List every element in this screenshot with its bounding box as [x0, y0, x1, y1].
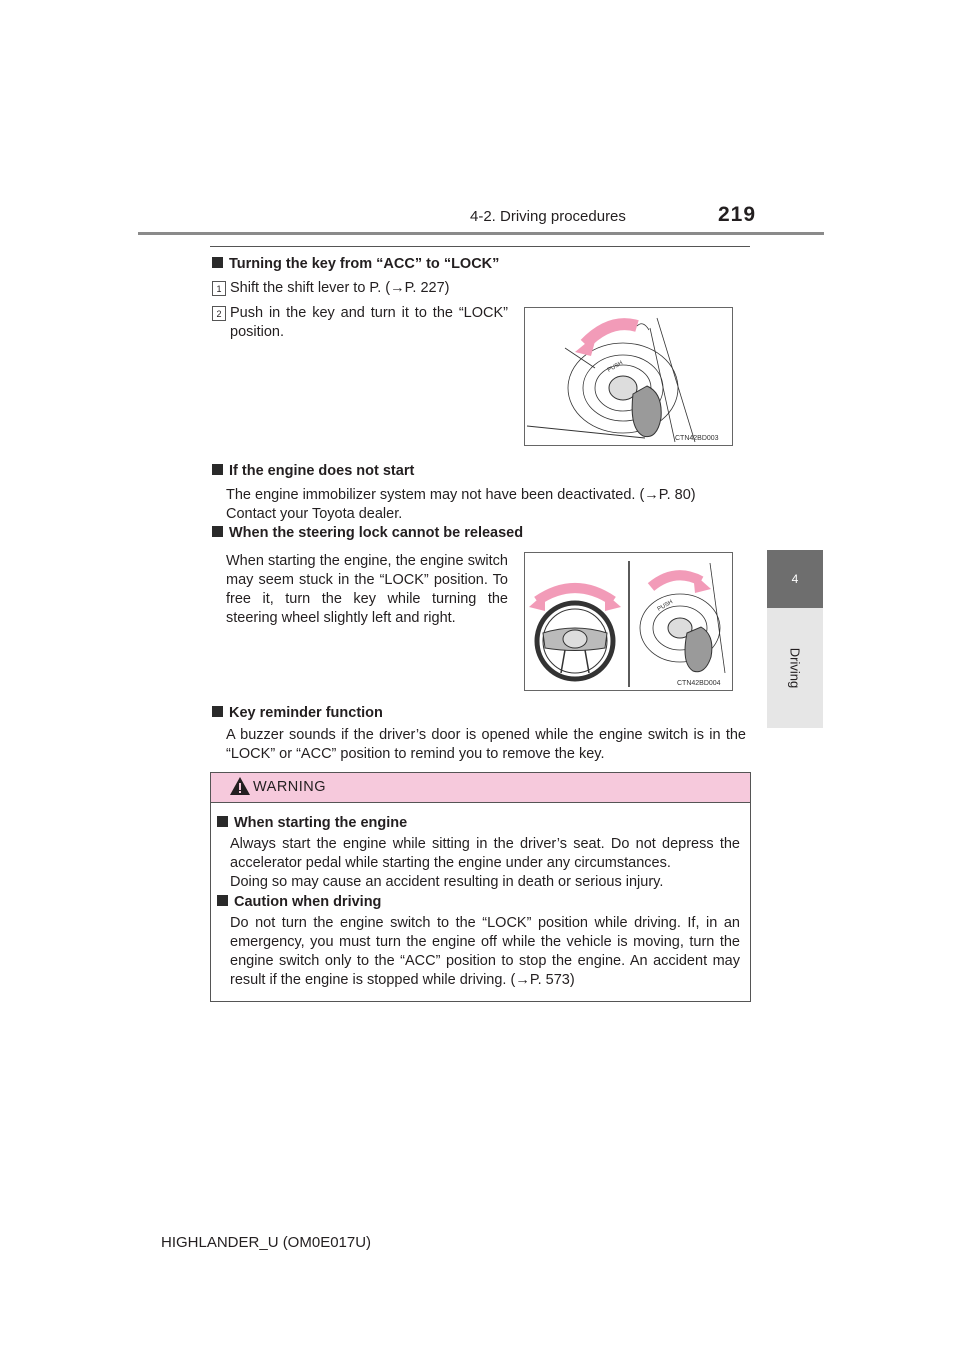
chapter-tab-number: [767, 550, 823, 608]
content-divider: [210, 246, 750, 247]
warning-heading-starting: [217, 815, 407, 831]
engine-not-start-line-2: Contact your Toyota dealer.: [226, 506, 403, 522]
figure-push-label: PUSH: [606, 360, 625, 374]
warning-box: [210, 772, 751, 1002]
heading-turning-key: [212, 256, 499, 272]
header-divider: [138, 232, 824, 235]
step-1-text: Shift the shift lever to P. (→P. 227): [230, 280, 450, 296]
step-badge-2: 2: [212, 306, 226, 321]
warning-starting-text-1: Always start the engine while sitting in the driver’s seat. Do not depress the accelerator pedal while starting the engine under any circumstances.: [230, 836, 740, 871]
step-badge-1: 1: [212, 281, 226, 296]
steering-key-illustration: [525, 553, 732, 690]
heading-text: When starting the engine: [234, 815, 408, 831]
bullet-square: [217, 816, 228, 827]
step-2-text: Push in the key and turn it to the “LOCK” position.: [230, 305, 508, 340]
warning-caution-text: Do not turn the engine switch to the “LOCK” position while driving. If, in an emergency, you must turn the engine off while the vehicle is moving, turn the engine switch only to the “ACC” position to stop the engine. An accident may result if the engine is stopped while driving. (→P. 573): [230, 915, 740, 988]
warning-title: WARNING: [253, 779, 327, 795]
heading-text: Turning the key from “ACC” to “LOCK”: [229, 256, 500, 272]
figure-key-turn: [524, 307, 733, 446]
heading-text: If the engine does not start: [229, 463, 415, 479]
figure-code: CTN42BD003: [675, 435, 719, 442]
chapter-number: 4: [791, 572, 799, 586]
heading-key-reminder: [212, 705, 383, 721]
bullet-square: [217, 895, 228, 906]
chapter-label: Driving: [787, 647, 803, 689]
warning-triangle-icon: [229, 776, 251, 796]
key-turn-illustration: [525, 308, 732, 445]
bullet-square: [212, 464, 223, 475]
figure-code: CTN42BD004: [677, 680, 721, 687]
bullet-square: [212, 706, 223, 717]
figure-push-label: PUSH: [656, 599, 675, 613]
bullet-square: [212, 526, 223, 537]
heading-engine-not-start: [212, 463, 414, 479]
heading-text: When the steering lock cannot be released: [229, 525, 524, 541]
warning-starting-text-2: Doing so may cause an accident resulting in death or serious injury.: [230, 874, 664, 890]
warning-header: [211, 773, 750, 803]
figure-steering-key: [524, 552, 733, 691]
engine-not-start-line-1: The engine immobilizer system may not have been deactivated. (→P. 80): [226, 487, 696, 503]
section-title: 4-2. Driving procedures: [470, 208, 626, 225]
warning-heading-caution: [217, 894, 381, 910]
heading-text: Key reminder function: [229, 705, 383, 721]
chapter-tab: [767, 608, 823, 728]
bullet-square: [212, 257, 223, 268]
key-reminder-text: A buzzer sounds if the driver’s door is opened while the engine switch is in the “LOCK” or “ACC” position to remind you to remove the key.: [226, 727, 746, 762]
steering-lock-text: When starting the engine, the engine switch may seem stuck in the “LOCK” position. To free it, turn the key while turning the steering wheel slightly left and right.: [226, 553, 508, 626]
page-number: 219: [718, 203, 757, 226]
heading-text: Caution when driving: [234, 894, 382, 910]
heading-steering-lock: [212, 525, 523, 541]
footer-model: HIGHLANDER_U (OM0E017U): [161, 1234, 372, 1251]
